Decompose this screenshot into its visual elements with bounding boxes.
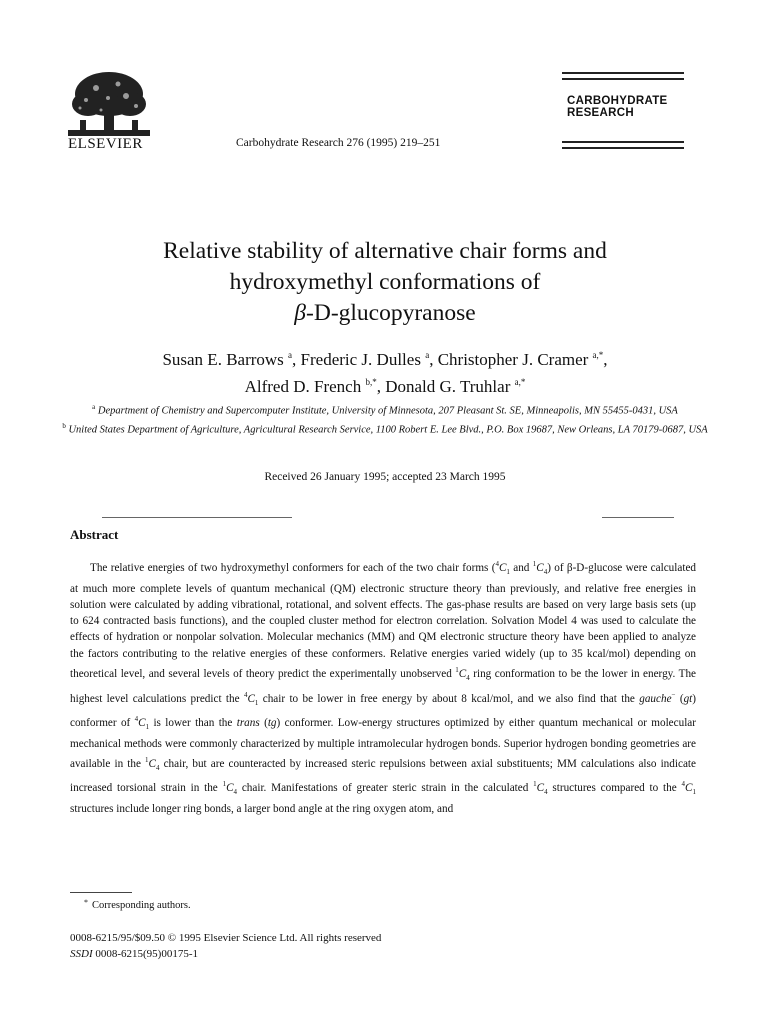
author-name: Donald G. Truhlar [385,377,511,396]
author-mark: a,* [514,377,526,387]
author-name: Alfred D. French [244,377,362,396]
author-mark: a,* [592,350,604,360]
affiliation-a [60,400,710,419]
ssdi-line [70,946,381,962]
affiliation-text: United States Department of Agriculture, Agricultural Research Service, 1100 Robert E. Lee Blvd., P.O. Box 19687, New Orleans, LA 70179-0687, USA [68,424,708,436]
author-list [60,344,710,398]
publisher-name: ELSEVIER [68,136,143,152]
elsevier-tree-logo [66,70,152,146]
affiliation-b [60,419,710,438]
affiliation-mark: a [92,403,96,411]
ssdi-value: 0008-6215(95)00175-1 [95,948,199,960]
author-mark: b,* [365,377,377,387]
author-line-1: Susan E. Barrows $^a$, Frederic J. Dulles $^a$, Christopher J. Cramer $^{a,*}$, [162,350,608,369]
author-name: Susan E. Barrows [162,350,284,369]
footnote [84,898,191,911]
footnote-text: Corresponding authors. [92,900,191,911]
copyright-block [70,930,381,962]
abstract-divider [602,517,674,518]
received-dates: Received 26 January 1995; accepted 23 March 1995 [264,471,506,483]
journal-name [567,95,668,119]
author-line-2: Alfred D. French $^{b,*}$, Donald G. Truhlar $^{a,*}$ [244,377,526,396]
abstract-heading: Abstract [70,527,119,542]
journal-rule-bottom [562,141,684,153]
title-suffix: -glucopyranose [330,300,476,326]
footnote-mark: * [84,898,88,907]
journal-name-line1: CARBOHYDRATE [567,95,668,107]
affiliation-text: Department of Chemistry and Supercomputer Institute, University of Minnesota, 207 Pleasant St. SE, Minneapolis, MN 55455-0431, USA [97,405,678,417]
author-mark: a [425,350,430,360]
author-name: Christopher J. Cramer [437,350,589,369]
journal-citation: Carbohydrate Research 276 (1995) 219–251 [236,137,441,149]
footnote-divider [70,892,132,893]
title-line-1: Relative stability of alternative chair forms and [163,238,607,264]
journal-rule-top [562,72,684,84]
copyright-line: 0008-6215/95/$09.50 © 1995 Elsevier Science Ltd. All rights reserved [70,932,382,944]
ssdi-label: SSDI [70,948,93,960]
author-name: Frederic J. Dulles [300,350,421,369]
title-d-prefix: D [313,300,331,326]
title-line-2: hydroxymethyl conformations of [229,269,541,295]
affiliation-mark: b [62,422,66,430]
abstract-body: The relative energies of two hydroxymethyl conformers for each of the two chair forms ($^4C_1$ and $^1C_4$) of β-D-glucose were calculated at much more complete levels of quantum mechanical (QM) electronic structure theory than previously, and relative free energies in solution were calculated by adding vibrational, rotational, and solvent effects. The gas-phase results are based on very large basis sets (up to 624 contracted basis functions), and the coupled cluster method for electron correlation. Solvation Model 4 was used to calculate the effects of hydration or nonpolar solvation. Molecular mechanics (MM) and QM electronic structure theory have been applied to analyze the factors contributing to the relative energies of these conformers. Relative energies varied widely (up to 35 kcal/mol) depending on theoretical level, and several levels of theory predict the experimentally unobserved $^1C_4$ ring conformation to be the lower in energy. The highest level calculations predict the $^4C_1$ chair to be lower in free energy by about 8 kcal/mol, and we also find that the gauche− (gt) conformer of $^4C_1$ is lower than the trans (tg) conformer. Low-energy structures optimized by either quantum mechanical or molecular mechanical methods were commonly characterized by multiple intramolecular hydrogen bonds. Superior hydrogen bonding geometries are available in the $^1C_4$ chair, but are counteracted by increased steric repulsions between axial substituents; MM calculations also indicate increased torsional strain in the $^1C_4$ chair. Manifestations of greater steric strain in the calculated $^1C_4$ structures compared to the $^4C_1$ structures include longer ring bonds, a larger bond angle at the ring oxygen atom, and [70,560,697,815]
title-beta: β- [294,300,314,326]
author-mark: a [288,350,293,360]
abstract-divider [102,517,292,518]
affiliations [60,400,710,438]
paper-title [60,236,710,329]
journal-name-line2: RESEARCH [567,107,634,119]
title-line-3 [60,298,710,329]
